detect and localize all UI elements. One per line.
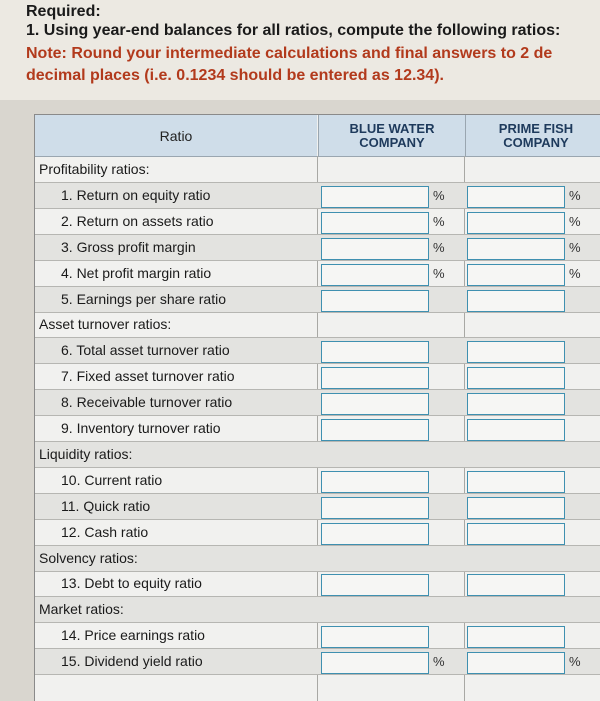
prime-fish-input[interactable] <box>467 186 565 208</box>
table-row <box>35 571 600 597</box>
prime-fish-input[interactable] <box>467 393 565 415</box>
section-label: Asset turnover ratios: <box>39 316 172 333</box>
section-label: Market ratios: <box>39 601 124 618</box>
table-row <box>35 364 600 390</box>
table-row <box>35 649 600 675</box>
percent-symbol: % <box>433 187 445 203</box>
prime-fish-input[interactable] <box>467 471 565 493</box>
rounding-note-line-1: Note: Round your intermediate calculations and final answers to 2 de <box>26 45 553 62</box>
blue-water-input[interactable] <box>321 186 429 208</box>
prime-fish-input[interactable] <box>467 212 565 234</box>
section-label: Solvency ratios: <box>39 549 138 566</box>
section-row <box>35 546 600 572</box>
prime-fish-input[interactable] <box>467 341 565 363</box>
ratio-label: 8. Receivable turnover ratio <box>61 394 233 411</box>
blue-water-input[interactable] <box>321 393 429 415</box>
instructions-panel <box>0 0 600 100</box>
rounding-note <box>26 43 600 87</box>
instruction-text: 1. Using year-end balances for all ratios, compute the following ratios: <box>26 22 561 39</box>
ratio-label: 13. Debt to equity ratio <box>61 575 202 592</box>
prime-fish-input[interactable] <box>467 523 565 545</box>
table-row <box>35 520 600 546</box>
column-header-prime-fish-label: PRIME FISH COMPANY <box>498 120 574 150</box>
blue-water-input[interactable] <box>321 419 429 441</box>
section-row <box>35 597 600 623</box>
percent-symbol: % <box>433 213 445 229</box>
column-header-blue-water-label: BLUE WATER COMPANY <box>349 120 435 150</box>
table-row <box>35 235 600 261</box>
blue-water-input[interactable] <box>321 497 429 519</box>
blue-water-input[interactable] <box>321 471 429 493</box>
column-header-blue-water <box>318 115 465 157</box>
ratio-label: 10. Current ratio <box>61 471 163 488</box>
prime-fish-input[interactable] <box>467 652 565 674</box>
percent-symbol: % <box>569 265 581 281</box>
blue-water-input[interactable] <box>321 652 429 674</box>
ratio-label: 1. Return on equity ratio <box>61 186 211 203</box>
percent-symbol: % <box>569 239 581 255</box>
blue-water-input[interactable] <box>321 626 429 648</box>
prime-fish-input[interactable] <box>467 574 565 596</box>
blue-water-input[interactable] <box>321 238 429 260</box>
column-header-ratio: Ratio <box>35 115 317 157</box>
rounding-note-line-2: decimal places (i.e. 0.1234 should be entered as 12.34). <box>26 67 444 84</box>
section-row <box>35 442 600 468</box>
section-row <box>35 157 600 183</box>
percent-symbol: % <box>433 654 445 670</box>
ratio-label: 15. Dividend yield ratio <box>61 653 203 670</box>
prime-fish-input[interactable] <box>467 238 565 260</box>
prime-fish-input[interactable] <box>467 264 565 286</box>
ratio-label: 3. Gross profit margin <box>61 238 196 255</box>
percent-symbol: % <box>433 265 445 281</box>
table-row <box>35 416 600 442</box>
table-row <box>35 468 600 494</box>
table-row <box>35 287 600 313</box>
prime-fish-input[interactable] <box>467 290 565 312</box>
ratio-table <box>34 114 600 701</box>
prime-fish-input[interactable] <box>467 419 565 441</box>
percent-symbol: % <box>569 187 581 203</box>
table-row <box>35 209 600 235</box>
required-heading: Required: <box>26 3 101 20</box>
ratio-label: 6. Total asset turnover ratio <box>61 342 230 359</box>
ratio-label: 11. Quick ratio <box>61 497 151 514</box>
ratio-label: 2. Return on assets ratio <box>61 212 214 229</box>
percent-symbol: % <box>569 213 581 229</box>
prime-fish-input[interactable] <box>467 367 565 389</box>
ratio-label: 4. Net profit margin ratio <box>61 264 212 281</box>
table-row <box>35 338 600 364</box>
blue-water-input[interactable] <box>321 574 429 596</box>
column-header-prime-fish <box>465 115 600 157</box>
section-label: Liquidity ratios: <box>39 445 133 462</box>
blue-water-input[interactable] <box>321 264 429 286</box>
ratio-label: 5. Earnings per share ratio <box>61 290 226 307</box>
blue-water-input[interactable] <box>321 367 429 389</box>
prime-fish-input[interactable] <box>467 626 565 648</box>
blue-water-input[interactable] <box>321 212 429 234</box>
table-row <box>35 183 600 209</box>
prime-fish-input[interactable] <box>467 497 565 519</box>
table-row <box>35 390 600 416</box>
blue-water-input[interactable] <box>321 290 429 312</box>
blue-water-input[interactable] <box>321 341 429 363</box>
table-row <box>35 261 600 287</box>
ratio-label: 12. Cash ratio <box>61 523 149 540</box>
blue-water-input[interactable] <box>321 523 429 545</box>
percent-symbol: % <box>433 239 445 255</box>
table-row <box>35 494 600 520</box>
percent-symbol: % <box>569 654 581 670</box>
ratio-label: 9. Inventory turnover ratio <box>61 420 221 436</box>
ratio-label: 7. Fixed asset turnover ratio <box>61 368 235 385</box>
section-label: Profitability ratios: <box>39 161 150 177</box>
section-row <box>35 312 600 338</box>
ratio-label: 14. Price earnings ratio <box>61 627 205 644</box>
table-row <box>35 623 600 649</box>
